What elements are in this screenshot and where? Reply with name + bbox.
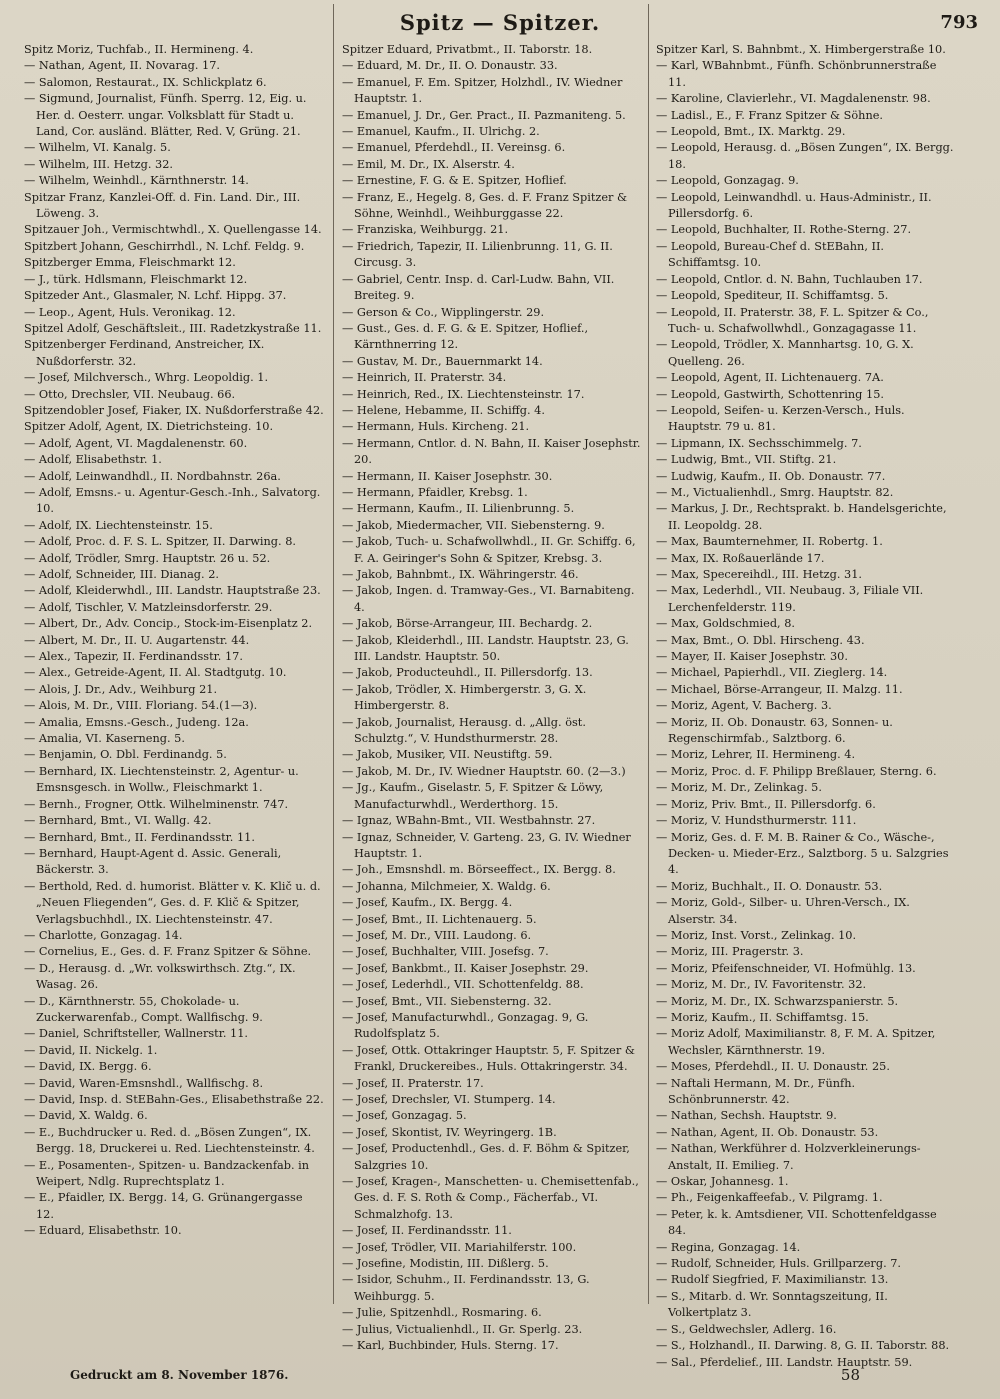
directory-entry: — Karl, Buchbinder, Huls. Sterng. 17. bbox=[342, 1339, 559, 1353]
directory-entry: — D., Kärnthnerstr. 55, Chokolade- u. Zuckerwarenfab., Compt. Wallfischg. 9. bbox=[24, 994, 263, 1024]
directory-entry: — Josef, Kaufm., IX. Bergg. 4. bbox=[342, 896, 513, 910]
directory-entry: — Sal., Pferdelief., III. Landstr. Hauptstr. 59. bbox=[656, 1355, 913, 1369]
page-header bbox=[0, 10, 1000, 42]
directory-entry: — Jakob, Bahnbmt., IX. Währingerstr. 46. bbox=[342, 568, 579, 581]
directory-entry: — Berthold, Red. d. humorist. Blätter v. K. Klič u. d. „Neuen Fliegenden“, Ges. d. F. Klič & Spitzer, Verlagsbuchhdl., IX. Liechtensteinstr. 47. bbox=[24, 879, 321, 926]
directory-entry: — Jakob, Producteuhdl., II. Pillersdorfg. 13. bbox=[342, 666, 593, 680]
directory-entry: — Bernhard, Bmt., VI. Wallg. 42. bbox=[24, 814, 212, 828]
directory-entry: — Gerson & Co., Wipplingerstr. 29. bbox=[342, 305, 545, 319]
directory-entry: — Adolf, Agent, VI. Magdalenenstr. 60. bbox=[24, 436, 248, 450]
directory-entry: — Jakob, Ingen. d. Tramway-Ges., VI. Barnabiteng. 4. bbox=[342, 584, 635, 614]
directory-entry: — Gust., Ges. d. F. G. & E. Spitzer, Hoflief., Kärnthnerring 12. bbox=[342, 321, 589, 352]
sheet-signature: 58 bbox=[840, 1366, 860, 1384]
directory-entry: — Max, Goldschmied, 8. bbox=[656, 617, 796, 631]
directory-entry: — Adolf, Kleiderwhdl., III. Landstr. Hauptstraße 23. bbox=[24, 584, 321, 598]
directory-entry: — Lipmann, IX. Sechsschimmelg. 7. bbox=[656, 436, 862, 450]
directory-entry: — Peter, k. k. Amtsdiener, VII. Schottenfeldgasse 84. bbox=[656, 1207, 937, 1238]
directory-entry: — Albert, Dr., Adv. Concip., Stock-im-Eisenplatz 2. bbox=[24, 617, 313, 631]
directory-entry: — Sigmund, Journalist, Fünfh. Sperrg. 12, Eig. u. Her. d. Oesterr. ungar. Volksblatt für Stadt u. Land, Cor. ausländ. Blätter, Red. V, Grüng. 21. bbox=[24, 92, 307, 139]
directory-entry: — J., türk. Hdlsmann, Fleischmarkt 12. bbox=[24, 272, 248, 286]
directory-entry: — Leopold, Gastwirth, Schottenring 15. bbox=[656, 387, 884, 401]
directory-entry: — Max, Baumternehmer, II. Robertg. 1. bbox=[656, 535, 883, 549]
directory-entry: — D., Herausg. d. „Wr. volkswirthsch. Ztg.“, IX. Wasag. 26. bbox=[24, 961, 296, 992]
directory-entry: — Leopold, II. Praterstr. 38, F. L. Spitzer & Co., Tuch- u. Schafwollwhdl., Gonzagagasse 11. bbox=[656, 305, 929, 335]
directory-entry: — Franz, E., Hegelg. 8, Ges. d. F. Franz Spitzer & Söhne, Weinhdl., Weihburggasse 22. bbox=[342, 190, 628, 221]
directory-entry: — Adolf, Tischler, V. Matzleinsdorferstr. 29. bbox=[24, 600, 273, 614]
directory-entry: Spitz Moriz, Tuchfab., II. Hermineng. 4. bbox=[24, 43, 254, 56]
directory-entry: — Alois, M. Dr., VIII. Floriang. 54.(1—3). bbox=[24, 699, 258, 713]
directory-entry: — Eduard, Elisabethstr. 10. bbox=[24, 1224, 182, 1238]
directory-entry: — Moriz, M. Dr., IV. Favoritenstr. 32. bbox=[656, 978, 867, 992]
directory-entry: — Nathan, Sechsh. Hauptstr. 9. bbox=[656, 1109, 837, 1123]
directory-entry: — Wilhelm, Weinhdl., Kärnthnerstr. 14. bbox=[24, 174, 249, 188]
directory-entry: — Moriz Adolf, Maximilianstr. 8, F. M. A. Spitzer, Wechsler, Kärnthnerstr. 19. bbox=[656, 1027, 936, 1057]
directory-entry: — Josef, Bmt., VII. Siebensterng. 32. bbox=[342, 994, 552, 1008]
column-divider bbox=[648, 4, 649, 1304]
directory-entry: — Josef, Bmt., II. Lichtenauerg. 5. bbox=[342, 912, 537, 926]
directory-entry: — Wilhelm, III. Hetzg. 32. bbox=[24, 157, 173, 171]
directory-entry: — Daniel, Schriftsteller, Wallnerstr. 11. bbox=[24, 1027, 248, 1041]
directory-entry: — S., Geldwechsler, Adlerg. 16. bbox=[656, 1322, 837, 1336]
directory-entry: — Moriz, V. Hundsthurmerstr. 111. bbox=[656, 814, 857, 828]
directory-entry: — Julie, Spitzenhdl., Rosmaring. 6. bbox=[342, 1306, 542, 1320]
directory-entry: — David, Waren-Emsnshdl., Wallfischg. 8. bbox=[24, 1076, 264, 1090]
directory-entry: — Emil, M. Dr., IX. Alserstr. 4. bbox=[342, 157, 515, 171]
directory-entry: — Leopold, Spediteur, II. Schiffamtsg. 5. bbox=[656, 289, 889, 303]
directory-entry: — Jakob, Kleiderhdl., III. Landstr. Hauptstr. 23, G. III. Landstr. Hauptstr. 50. bbox=[342, 633, 629, 664]
directory-entry: — Leopold, Trödler, X. Mannhartsg. 10, G. X. Quelleng. 26. bbox=[656, 338, 914, 368]
directory-entry: — M., Victualienhdl., Smrg. Hauptstr. 82. bbox=[656, 485, 894, 499]
directory-entry: — S., Mitarb. d. Wr. Sonntagszeitung, II. Volkertplatz 3. bbox=[656, 1289, 888, 1320]
directory-entry: — Nathan, Agent, II. Ob. Donaustr. 53. bbox=[656, 1125, 879, 1139]
directory-entry: — Leopold, Herausg. d. „Bösen Zungen“, IX. Bergg. 18. bbox=[656, 141, 954, 171]
directory-entry: — Adolf, Emsns.- u. Agentur-Gesch.-Inh., Salvatorg. 10. bbox=[24, 485, 321, 516]
directory-entry: — Bernhard, IX. Liechtensteinstr. 2, Agentur- u. Emsnsgesch. in Wollw., Fleischmarkt 1. bbox=[24, 764, 299, 795]
directory-entry: — Moriz, Gold-, Silber- u. Uhren-Versch., IX. Alserstr. 34. bbox=[656, 896, 910, 926]
directory-entry: — Max, IX. Roßauerlände 17. bbox=[656, 551, 825, 565]
directory-entry: — Moriz, Buchhalt., II. O. Donaustr. 53. bbox=[656, 879, 883, 893]
directory-columns bbox=[24, 42, 980, 1369]
directory-entry: — Jg., Kaufm., Giselastr. 5, F. Spitzer & Löwy, Manufacturwhdl., Werderthorg. 15. bbox=[342, 781, 604, 811]
directory-entry: — Albert, M. Dr., II. U. Augartenstr. 44. bbox=[24, 633, 250, 647]
directory-entry: Spitzauer Joh., Vermischtwhdl., X. Quellengasse 14. bbox=[24, 223, 322, 237]
directory-entry: Spitzer Karl, S. Bahnbmt., X. Himbergerstraße 10. bbox=[656, 43, 946, 56]
directory-entry: — Moriz, M. Dr., Zelinkag. 5. bbox=[656, 781, 822, 795]
directory-entry: — Joh., Emsnshdl. m. Börseeffect., IX. Bergg. 8. bbox=[342, 863, 616, 877]
directory-entry: — Leopold, Buchhalter, II. Rothe-Sterng. 27. bbox=[656, 223, 912, 237]
directory-entry: — Josefine, Modistin, III. Dißlerg. 5. bbox=[342, 1257, 549, 1271]
directory-entry: — Nathan, Agent, II. Novarag. 17. bbox=[24, 59, 221, 73]
directory-entry: — Moriz, III. Pragerstr. 3. bbox=[656, 945, 804, 959]
directory-entry: — Eduard, M. Dr., II. O. Donaustr. 33. bbox=[342, 59, 558, 73]
directory-entry: — Josef, Lederhdl., VII. Schottenfeldg. 88. bbox=[342, 978, 584, 992]
column-3 bbox=[656, 42, 956, 1369]
directory-entry: — Emanuel, F. Em. Spitzer, Holzhdl., IV. Wiedner Hauptstr. 1. bbox=[342, 75, 623, 106]
directory-entry: — Josef, II. Praterstr. 17. bbox=[342, 1076, 484, 1090]
directory-entry: — Regina, Gonzagag. 14. bbox=[656, 1240, 801, 1254]
directory-entry: — Isidor, Schuhm., II. Ferdinandsstr. 13, G. Weihburgg. 5. bbox=[342, 1273, 590, 1303]
directory-entry: — Ignaz, WBahn-Bmt., VII. Westbahnstr. 27. bbox=[342, 814, 596, 828]
column-1 bbox=[24, 42, 324, 1352]
directory-entry: — Max, Specereihdl., III. Hetzg. 31. bbox=[656, 568, 862, 581]
directory-entry: — Michael, Papierhdl., VII. Zieglerg. 14. bbox=[656, 666, 888, 680]
directory-entry: — Karl, WBahnbmt., Fünfh. Schönbrunnerstraße 11. bbox=[656, 59, 937, 89]
directory-entry: — Ph., Feigenkaffeefab., V. Pilgramg. 1. bbox=[656, 1191, 883, 1205]
directory-entry: — Julius, Victualienhdl., II. Gr. Sperlg. 23. bbox=[342, 1322, 583, 1336]
directory-entry: — Josef, Milchversch., Whrg. Leopoldig. 1. bbox=[24, 371, 269, 385]
directory-entry: — Hermann, Kaufm., II. Lilienbrunng. 5. bbox=[342, 502, 575, 516]
directory-entry: — Hermann, Huls. Kircheng. 21. bbox=[342, 420, 530, 434]
directory-entry: — Johanna, Milchmeier, X. Waldg. 6. bbox=[342, 879, 551, 893]
directory-entry: — Cornelius, E., Ges. d. F. Franz Spitzer & Söhne. bbox=[24, 945, 312, 959]
directory-entry: — Salomon, Restaurat., IX. Schlickplatz 6. bbox=[24, 75, 267, 89]
directory-entry: — Bernhard, Haupt-Agent d. Assic. Generali, Bäckerstr. 3. bbox=[24, 846, 282, 877]
directory-entry: — Amalia, Emsns.-Gesch., Judeng. 12a. bbox=[24, 715, 249, 729]
page-footer bbox=[0, 1366, 1000, 1390]
directory-entry: — Josef, Drechsler, VI. Stumperg. 14. bbox=[342, 1093, 556, 1106]
directory-entry: — Moriz, Lehrer, II. Hermineng. 4. bbox=[656, 748, 856, 762]
directory-entry: — Adolf, Leinwandhdl., II. Nordbahnstr. 26a. bbox=[24, 469, 281, 483]
directory-entry: — Josef, Manufacturwhdl., Gonzagag. 9, G. Rudolfsplatz 5. bbox=[342, 1010, 589, 1041]
directory-entry: — Hermann, Pfaidler, Krebsg. 1. bbox=[342, 485, 528, 499]
directory-entry: — Gabriel, Centr. Insp. d. Carl-Ludw. Bahn, VII. Breiteg. 9. bbox=[342, 272, 615, 303]
directory-entry: — Nathan, Werkführer d. Holzverkleinerungs-Anstalt, II. Emilieg. 7. bbox=[656, 1142, 921, 1172]
directory-entry: — S., Holzhandl., II. Darwing. 8, G. II. Taborstr. 88. bbox=[656, 1339, 950, 1353]
directory-entry: — Emanuel, J. Dr., Ger. Pract., II. Pazmaniteng. 5. bbox=[342, 108, 626, 122]
directory-entry: — Hermann, Cntlor. d. N. Bahn, II. Kaiser Josephstr. 20. bbox=[342, 436, 641, 467]
directory-entry: — Alex., Tapezir, II. Ferdinandsstr. 17. bbox=[24, 650, 243, 664]
directory-entry: — Friedrich, Tapezir, II. Lilienbrunng. 11, G. II. Circusg. 3. bbox=[342, 239, 613, 270]
directory-entry: — Adolf, Trödler, Smrg. Hauptstr. 26 u. 52. bbox=[24, 551, 271, 565]
directory-entry: Spitzer Eduard, Privatbmt., II. Taborstr. 18. bbox=[342, 43, 593, 56]
directory-entry: — Moriz, Inst. Vorst., Zelinkag. 10. bbox=[656, 928, 857, 942]
directory-entry: — Rudolf Siegfried, F. Maximilianstr. 13. bbox=[656, 1273, 889, 1287]
directory-entry: — Adolf, Elisabethstr. 1. bbox=[24, 453, 162, 467]
directory-entry: — Moriz, Agent, V. Bacherg. 3. bbox=[656, 699, 832, 713]
directory-entry: Spitzbert Johann, Geschirrhdl., N. Lchf. Feldg. 9. bbox=[24, 239, 305, 253]
directory-entry: — Leopold, Bureau-Chef d. StEBahn, II. Schiffamtsg. 10. bbox=[656, 239, 885, 270]
directory-entry: — Moriz, M. Dr., IX. Schwarzspanierstr. 5. bbox=[656, 994, 899, 1008]
print-date: Gedruckt am 8. November 1876. bbox=[70, 1368, 289, 1382]
directory-entry: — Benjamin, O. Dbl. Ferdinandg. 5. bbox=[24, 748, 227, 762]
directory-entry: Spitzar Franz, Kanzlei-Off. d. Fin. Land. Dir., III. Löweng. 3. bbox=[24, 190, 301, 221]
directory-entry: — Adolf, Schneider, III. Dianag. 2. bbox=[24, 568, 220, 581]
directory-entry: — Josef, Trödler, VII. Mariahilferstr. 100. bbox=[342, 1240, 577, 1254]
directory-entry: — Moriz, Proc. d. F. Philipp Breßlauer, Sterng. 6. bbox=[656, 764, 937, 778]
directory-entry: — Markus, J. Dr., Rechtsprakt. b. Handelsgerichte, II. Leopoldg. 28. bbox=[656, 502, 947, 532]
directory-entry: — Ladisl., E., F. Franz Spitzer & Söhne. bbox=[656, 108, 883, 122]
directory-entry: — E., Posamenten-, Spitzen- u. Bandzackenfab. in Weipert, Ndlg. Ruprechtsplatz 1. bbox=[24, 1158, 310, 1189]
directory-entry: — Adolf, IX. Liechtensteinstr. 15. bbox=[24, 518, 213, 532]
directory-entry: — Helene, Hebamme, II. Schiffg. 4. bbox=[342, 403, 545, 417]
directory-entry: — David, X. Waldg. 6. bbox=[24, 1109, 148, 1123]
directory-entry: — E., Pfaidler, IX. Bergg. 14, G. Grünangergasse 12. bbox=[24, 1191, 303, 1221]
directory-entry: Spitzeder Ant., Glasmaler, N. Lchf. Hippg. 37. bbox=[24, 289, 287, 303]
directory-entry: — Heinrich, II. Praterstr. 34. bbox=[342, 371, 507, 385]
page-number: 793 bbox=[940, 12, 978, 33]
directory-entry: — Heinrich, Red., IX. Liechtensteinstr. 17. bbox=[342, 387, 585, 401]
directory-entry: — Moriz, II. Ob. Donaustr. 63, Sonnen- u. Regenschirmfab., Salztborg. 6. bbox=[656, 715, 893, 746]
directory-entry: — Jakob, Tuch- u. Schafwollwhdl., II. Gr. Schiffg. 6, F. A. Geiringer's Sohn & Spitzer, Krebsg. 3. bbox=[342, 535, 636, 565]
directory-entry: — Josef, Buchhalter, VIII. Josefsg. 7. bbox=[342, 945, 549, 959]
directory-entry: — Leopold, Bmt., IX. Marktg. 29. bbox=[656, 125, 846, 139]
directory-entry: — Josef, Kragen-, Manschetten- u. Chemisettenfab., Ges. d. F. S. Roth & Comp., Fächerfab., VI. Schmalzhofg. 13. bbox=[342, 1175, 639, 1221]
directory-entry: — Charlotte, Gonzagag. 14. bbox=[24, 928, 183, 942]
directory-entry: — Hermann, II. Kaiser Josephstr. 30. bbox=[342, 469, 553, 483]
directory-entry: — Jakob, Börse-Arrangeur, III. Bechardg. 2. bbox=[342, 617, 593, 631]
directory-entry: — Josef, Ottk. Ottakringer Hauptstr. 5, F. Spitzer & Frankl, Druckereibes., Huls. Ottakringerstr. 34. bbox=[342, 1043, 635, 1074]
directory-entry: — Gustav, M. Dr., Bauernmarkt 14. bbox=[342, 354, 543, 368]
directory-entry: — Leopold, Gonzagag. 9. bbox=[656, 174, 799, 188]
directory-entry: — Leopold, Agent, II. Lichtenauerg. 7A. bbox=[656, 371, 884, 385]
directory-entry: Spitzendobler Josef, Fiaker, IX. Nußdorferstraße 42. bbox=[24, 403, 324, 417]
directory-entry: — Adolf, Proc. d. F. S. L. Spitzer, II. Darwing. 8. bbox=[24, 535, 296, 549]
directory-entry: — Josef, Productenhdl., Ges. d. F. Böhm & Spitzer, Salzgries 10. bbox=[342, 1142, 630, 1172]
directory-entry: — Max, Bmt., O. Dbl. Hirscheng. 43. bbox=[656, 633, 865, 647]
column-2 bbox=[342, 42, 642, 1352]
directory-entry: Spitzberger Emma, Fleischmarkt 12. bbox=[24, 256, 236, 270]
column-divider bbox=[333, 4, 334, 1304]
page-title: Spitz — Spitzer. bbox=[399, 10, 601, 35]
directory-entry: Spitzenberger Ferdinand, Anstreicher, IX. Nußdorferstr. 32. bbox=[24, 338, 265, 368]
directory-entry: — Jakob, Musiker, VII. Neustiftg. 59. bbox=[342, 748, 553, 762]
directory-entry: — David, IX. Bergg. 6. bbox=[24, 1060, 152, 1074]
directory-entry: — Leop., Agent, Huls. Veronikag. 12. bbox=[24, 305, 236, 319]
directory-entry: — Michael, Börse-Arrangeur, II. Malzg. 11. bbox=[656, 682, 903, 696]
directory-entry: — Moriz, Pfeifenschneider, VI. Hofmühlg. 13. bbox=[656, 961, 916, 975]
directory-entry: — Josef, Gonzagag. 5. bbox=[342, 1109, 467, 1123]
directory-entry: — Emanuel, Pferdehdl., II. Vereinsg. 6. bbox=[342, 141, 566, 155]
directory-entry: — Alex., Getreide-Agent, II. Al. Stadtgutg. 10. bbox=[24, 666, 287, 680]
directory-entry: — David, II. Nickelg. 1. bbox=[24, 1043, 158, 1057]
directory-entry: — Leopold, Seifen- u. Kerzen-Versch., Huls. Hauptstr. 79 u. 81. bbox=[656, 403, 905, 434]
directory-entry: — Otto, Drechsler, VII. Neubaug. 66. bbox=[24, 387, 236, 401]
directory-entry: — Franziska, Weihburgg. 21. bbox=[342, 223, 509, 237]
directory-entry: — Oskar, Johannesg. 1. bbox=[656, 1175, 789, 1189]
directory-entry: — Josef, Bankbmt., II. Kaiser Josephstr. 29. bbox=[342, 961, 589, 975]
directory-entry: — David, Insp. d. StEBahn-Ges., Elisabethstraße 22. bbox=[24, 1093, 324, 1106]
directory-entry: — Moriz, Ges. d. F. M. B. Rainer & Co., Wäsche-, Decken- u. Mieder-Erz., Salztborg. 5 u. Salzgries 4. bbox=[656, 830, 949, 877]
directory-entry: — Moses, Pferdehdl., II. U. Donaustr. 25. bbox=[656, 1060, 890, 1074]
directory-entry: — Rudolf, Schneider, Huls. Grillparzerg. 7. bbox=[656, 1257, 902, 1271]
directory-entry: — Moriz, Kaufm., II. Schiffamtsg. 15. bbox=[656, 1010, 869, 1024]
directory-entry: — Josef, II. Ferdinandsstr. 11. bbox=[342, 1224, 512, 1238]
directory-entry: — Jakob, M. Dr., IV. Wiedner Hauptstr. 60. (2—3.) bbox=[342, 764, 626, 778]
directory-entry: — Josef, Skontist, IV. Weyringerg. 1B. bbox=[342, 1125, 557, 1139]
directory-entry: Spitzel Adolf, Geschäftsleit., III. Radetzkystraße 11. bbox=[24, 321, 322, 335]
directory-entry: — Karoline, Clavierlehr., VI. Magdalenenstr. 98. bbox=[656, 92, 931, 106]
directory-entry: — Jakob, Miedermacher, VII. Siebensterng. 9. bbox=[342, 518, 605, 532]
directory-entry: — Naftali Hermann, M. Dr., Fünfh. Schönbrunnerstr. 42. bbox=[656, 1076, 856, 1106]
directory-entry: — Max, Lederhdl., VII. Neubaug. 3, Filiale VII. Lerchenfelderstr. 119. bbox=[656, 584, 924, 614]
directory-entry: — Ludwig, Kaufm., II. Ob. Donaustr. 77. bbox=[656, 469, 886, 483]
directory-entry: — Josef, M. Dr., VIII. Laudong. 6. bbox=[342, 928, 532, 942]
directory-entry: — Moriz, Priv. Bmt., II. Pillersdorfg. 6. bbox=[656, 797, 876, 811]
directory-entry: — Jakob, Trödler, X. Himbergerstr. 3, G. X. Himbergerstr. 8. bbox=[342, 682, 587, 713]
directory-entry: — Leopold, Cntlor. d. N. Bahn, Tuchlauben 17. bbox=[656, 272, 923, 286]
directory-entry: — Emanuel, Kaufm., II. Ulrichg. 2. bbox=[342, 125, 540, 139]
directory-entry: — Ludwig, Bmt., VII. Stiftg. 21. bbox=[656, 453, 837, 467]
directory-entry: — Leopold, Leinwandhdl. u. Haus-Administr., II. Pillersdorfg. 6. bbox=[656, 190, 932, 221]
directory-entry: — Ignaz, Schneider, V. Garteng. 23, G. IV. Wiedner Hauptstr. 1. bbox=[342, 830, 631, 860]
directory-entry: — Alois, J. Dr., Adv., Weihburg 21. bbox=[24, 682, 218, 696]
directory-entry: Spitzer Adolf, Agent, IX. Dietrichsteing. 10. bbox=[24, 420, 274, 434]
directory-entry: — E., Buchdrucker u. Red. d. „Bösen Zungen“, IX. Bergg. 18, Druckerei u. Red. Liechtensteinstr. 4. bbox=[24, 1125, 315, 1156]
directory-entry: — Jakob, Journalist, Herausg. d. „Allg. öst. Schulztg.“, V. Hundsthurmerstr. 28. bbox=[342, 715, 586, 746]
directory-entry: — Bernh., Frogner, Ottk. Wilhelminenstr. 747. bbox=[24, 797, 289, 811]
directory-entry: — Amalia, VI. Kaserneng. 5. bbox=[24, 732, 185, 746]
directory-entry: — Bernhard, Bmt., II. Ferdinandsstr. 11. bbox=[24, 830, 255, 844]
directory-entry: — Wilhelm, VI. Kanalg. 5. bbox=[24, 141, 171, 155]
directory-entry: — Mayer, II. Kaiser Josephstr. 30. bbox=[656, 650, 848, 664]
directory-entry: — Ernestine, F. G. & E. Spitzer, Hoflief. bbox=[342, 174, 567, 188]
